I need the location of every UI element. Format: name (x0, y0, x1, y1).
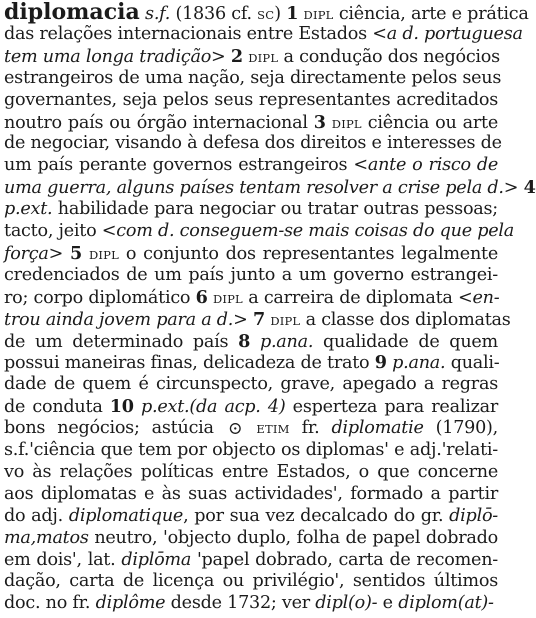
text-run: ro; corpo diplomático (4, 287, 196, 308)
text-run (82, 244, 89, 264)
text-run: de negociar, visando à defesa dos direitos e interesses de (4, 133, 502, 154)
text-run: vo às relações políticas entre Estados, o que concerne (4, 461, 498, 482)
etymology-marker-icon: ⊙ (227, 419, 243, 440)
italic-term: p.ext. (4, 199, 53, 220)
entry-line (4, 591, 498, 616)
text-run (134, 397, 141, 417)
sense-number: 1 (286, 3, 299, 24)
text-run (250, 332, 260, 352)
usage-example: <com d. conseguem-se mais coisas do que pela (101, 221, 515, 241)
italic-term: p.ext.(da acp. 4) (141, 397, 286, 418)
sense-number: 4 (523, 177, 536, 199)
usage-example: tem uma longa tradição> (4, 46, 226, 67)
text-run: neutro, 'objecto duplo, folha de papel dobrado (88, 527, 498, 548)
text-run: tacto, jeito (4, 221, 102, 241)
text-run: ciência ou arte (361, 112, 498, 133)
text-run: ciência, arte e prática (333, 4, 529, 24)
text-run: um país perante governos estrangeiros (4, 155, 354, 176)
italic-term: dipl(o)- (315, 593, 378, 614)
text-run: credenciados de um país junto a um governo estrangei- (4, 264, 498, 285)
usage-label: ETIM (256, 422, 290, 437)
usage-label: DIPL (303, 8, 334, 22)
italic-term: ma,matos (4, 527, 89, 548)
italic-term: s.f. (145, 4, 171, 24)
headword: diplomacia (4, 0, 140, 25)
text-run: bons negócios; astúcia (4, 418, 226, 439)
usage-label: DIPL (88, 247, 119, 262)
text-run: s.f.'ciência que tem por objecto os diplomas' e adj.'relati- (4, 440, 498, 460)
text-run: ) (274, 4, 287, 24)
sense-number: 2 (230, 45, 243, 67)
text-run: de conduta (4, 397, 110, 418)
text-run: aos diplomatas e às suas actividades', formado a partir (4, 483, 498, 504)
text-run: a classe dos diplomatas (300, 309, 511, 330)
italic-term: p.ana. (392, 353, 446, 374)
usage-example: trou ainda jovem para a d.> (4, 309, 248, 330)
text-run: das relações internacionais entre Estados (4, 23, 373, 44)
sense-number: 10 (109, 396, 134, 418)
text-run: fr. (289, 418, 332, 439)
text-run: (1836 cf. (170, 4, 258, 24)
italic-term: diplō- (449, 505, 498, 526)
italic-term: diplomatie (331, 418, 424, 439)
text-run: qualidade de quem (313, 331, 498, 352)
usage-label: DIPL (248, 50, 279, 65)
text-run: a carreira de diplomata (242, 287, 458, 308)
text-run: doc. no fr. (4, 593, 96, 614)
usage-example: uma guerra, alguns países tentam resolver a crise pela d.> (4, 178, 519, 199)
text-run: e (377, 593, 399, 614)
text-run: quali- (445, 353, 500, 374)
italic-term: diplōma (121, 549, 192, 570)
text-run: (1790), (423, 418, 498, 439)
usage-example: <en- (457, 287, 500, 308)
usage-label: DIPL (212, 291, 243, 306)
usage-label: DIPL (270, 313, 301, 328)
usage-label: SC (257, 8, 275, 22)
usage-label: DIPL (331, 116, 362, 131)
italic-term: diplôme (95, 593, 166, 614)
italic-term: p.ana. (259, 331, 314, 352)
text-run (244, 418, 256, 438)
text-run: dação, carta de licença ou privilégio', sentidos últimos (4, 571, 498, 592)
text-run: 'papel dobrado, carta de recomen- (191, 549, 498, 570)
italic-term: diplomatique (68, 505, 184, 526)
text-run: a condução dos negócios (278, 46, 500, 67)
text-run: esperteza para realizar (285, 397, 498, 418)
text-run: governantes, seja pelos seus representantes acreditados (4, 89, 498, 110)
usage-example: <a d. portuguesa (372, 23, 523, 44)
sense-number: 7 (252, 308, 265, 330)
text-run: habilidade para negociar ou tratar outras pessoas; (52, 199, 498, 220)
sense-number: 9 (374, 352, 387, 374)
italic-term: diplom(at)- (398, 593, 494, 614)
text-run: do adj. (4, 505, 69, 526)
text-run: desde 1732; ver (165, 593, 316, 614)
text-run: em dois', lat. (4, 549, 122, 570)
usage-example: <ante o risco de (353, 155, 498, 176)
text-run: possui maneiras finas, delicadeza de trato (4, 353, 375, 374)
text-run: o conjunto dos representantes legalmente (118, 243, 499, 264)
sense-number: 3 (313, 111, 326, 133)
sense-number: 5 (70, 242, 83, 264)
text-run: , por sua vez decalcado do gr. (183, 505, 450, 526)
text-run: estrangeiros de uma nação, seja directamente pelos seus (4, 67, 502, 88)
text-run: dade de quem é circunspecto, grave, apegado a regras (4, 374, 498, 395)
sense-number: 8 (238, 330, 251, 352)
text-run: noutro país ou órgão internacional (4, 112, 314, 133)
usage-example: força> (4, 243, 64, 264)
text-run: de um determinado país (4, 331, 239, 352)
sense-number: 6 (195, 286, 208, 308)
text-run (63, 244, 70, 264)
